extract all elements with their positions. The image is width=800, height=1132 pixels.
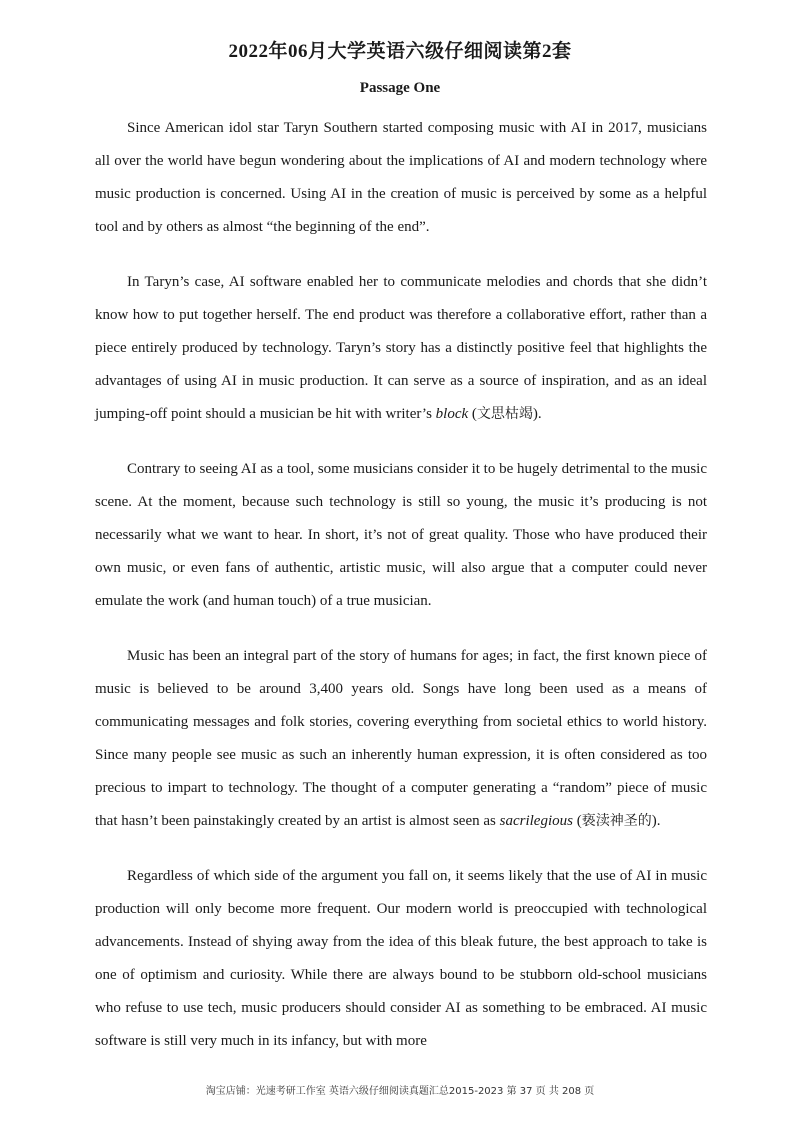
gloss-open: ( [572,813,582,829]
paragraph-4 [95,640,707,838]
italic-term-block: block [435,406,469,422]
gloss-close: ). [651,813,661,829]
paragraph-2 [95,266,707,431]
paragraph-4-text: Music has been an integral part of the story of humans for ages; in fact, the first known piece of music is believed to be around 3,400 years old. Songs have long been used as a means of communicating messages and folk stories, covering everything from societal ethics to world history. Since many people see music as such an inherently human expression, it is often considered as too precious to impart to technology. The thought of a computer generating a “random” piece of music that hasn’t been painstakingly created by an artist is almost seen as [95,648,707,829]
passage-body [95,112,707,1058]
chinese-gloss-block: 文思枯竭 [476,406,533,422]
page-footer: 淘宝店铺：光速考研工作室 英语六级仔细阅读真题汇总2015-2023 第 37 页 共 208 页 [205,1086,595,1097]
paragraph-5: Regardless of which side of the argument you fall on, it seems likely that the use of AI in music production will only become more frequent. Our modern world is preoccupied with technological advancements. Instead of shying away from the idea of this bleak future, the best approach to take is one of optimism and curiosity. While there are always bound to be stubborn old-school musicians who refuse to use tech, music producers should consider AI as something to be embraced. AI music software is still very much in its infancy, but with more [95,868,707,1049]
chinese-gloss-sacrilegious: 亵渎神圣的 [581,813,652,829]
paragraph-2-text: In Taryn’s case, AI software enabled her to communicate melodies and chords that she didn’t know how to put together herself. The end product was therefore a collaborative effort, rather than a piece entirely produced by technology. Taryn’s story has a distinctly positive feel that highlights the advantages of using AI in music production. It can serve as a source of inspiration, and as an ideal jumping-off point should a musician be hit with writer’s [95,274,707,422]
gloss-close: ). [532,406,542,422]
passage-heading: Passage One [359,80,441,96]
page-title: 2022年06月大学英语六级仔细阅读第2套 [228,41,572,62]
italic-term-sacrilegious: sacrilegious [499,813,573,829]
paragraph-3: Contrary to seeing AI as a tool, some musicians consider it to be hugely detrimental to the music scene. At the moment, because such technology is still so young, the music it’s producing is not necessarily what we want to hear. In short, it’s not of great quality. Those who have produced their own music, or even fans of authentic, artistic music, will also argue that a computer could never emulate the work (and human touch) of a true musician. [95,461,707,609]
paragraph-1: Since American idol star Taryn Southern started composing music with AI in 2017, musicians all over the world have begun wondering about the implications of AI and modern technology where music production is concerned. Using AI in the creation of music is perceived by some as a helpful tool and by others as almost “the beginning of the end”. [95,120,707,235]
gloss-open: ( [468,406,477,422]
